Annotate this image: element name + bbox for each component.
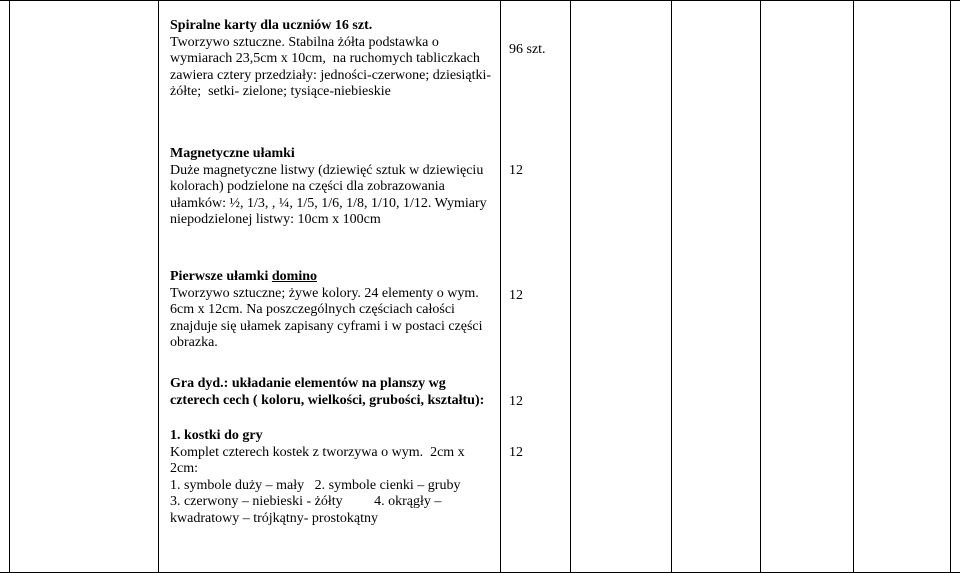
product-description <box>170 376 495 409</box>
product-title-underlined: domino <box>271 269 317 284</box>
product-title: 1. kostki do gry <box>170 428 263 443</box>
product-body: Tworzywo sztuczne. Stabilna żółta podstawka o wymiarach 23,5cm x 10cm, na ruchomych tabliczkach zawiera cztery przedziały: jedności-czerwone; dziesiątki- żółte; setki- zielone; tysiące-niebieskie <box>170 34 495 100</box>
product-body: Tworzywo sztuczne; żywe kolory. 24 elementy o wym. 6cm x 12cm. Na poszczególnych częściach całości znajduje się ułamek zapisany cyframi i w postaci części obrazka. <box>170 285 487 351</box>
quantity-cell: 12 <box>509 163 523 178</box>
column-divider <box>671 1 672 572</box>
column-divider <box>853 1 854 572</box>
product-title: Magnetyczne ułamki <box>170 146 295 161</box>
quantity-cell: 96 szt. <box>509 42 546 57</box>
quantity-cell: 12 <box>509 288 523 303</box>
product-description <box>170 428 495 528</box>
product-body: Komplet czterech kostek z tworzywa o wym. 2cm x 2cm: 1. symbole duży – mały 2. symbole cienki – gruby 3. czerwony – niebieski - żółty 4. okrągły – kwadratowy – trójkątny- prostokątny <box>170 444 465 526</box>
column-divider <box>500 1 501 572</box>
quantity-cell: 12 <box>509 445 523 460</box>
product-title: Spiralne karty dla uczniów 16 szt. <box>170 18 373 33</box>
column-divider <box>570 1 571 572</box>
quantity-cell: 12 <box>509 394 523 409</box>
product-title: Gra dyd.: układanie elementów na planszy wg czterech cech ( koloru, wielkości, grubości, kształtu): <box>170 376 485 408</box>
column-divider <box>158 1 159 572</box>
column-divider <box>9 1 10 572</box>
product-description <box>170 146 495 229</box>
column-divider <box>760 1 761 572</box>
product-description <box>170 269 495 352</box>
product-body: Duże magnetyczne listwy (dziewięć sztuk w dziewięciu kolorach) podzielone na części dla zobrazowania ułamków: ½, 1/3, , ¼, 1/5, 1/6, 1/8, 1/10, 1/12. Wymiary niepodzielonej listwy: 10cm x 100cm <box>170 162 491 228</box>
column-divider <box>950 1 951 572</box>
product-title-part: Pierwsze ułamki <box>170 269 272 284</box>
product-description <box>170 18 495 101</box>
product-title <box>170 269 495 286</box>
